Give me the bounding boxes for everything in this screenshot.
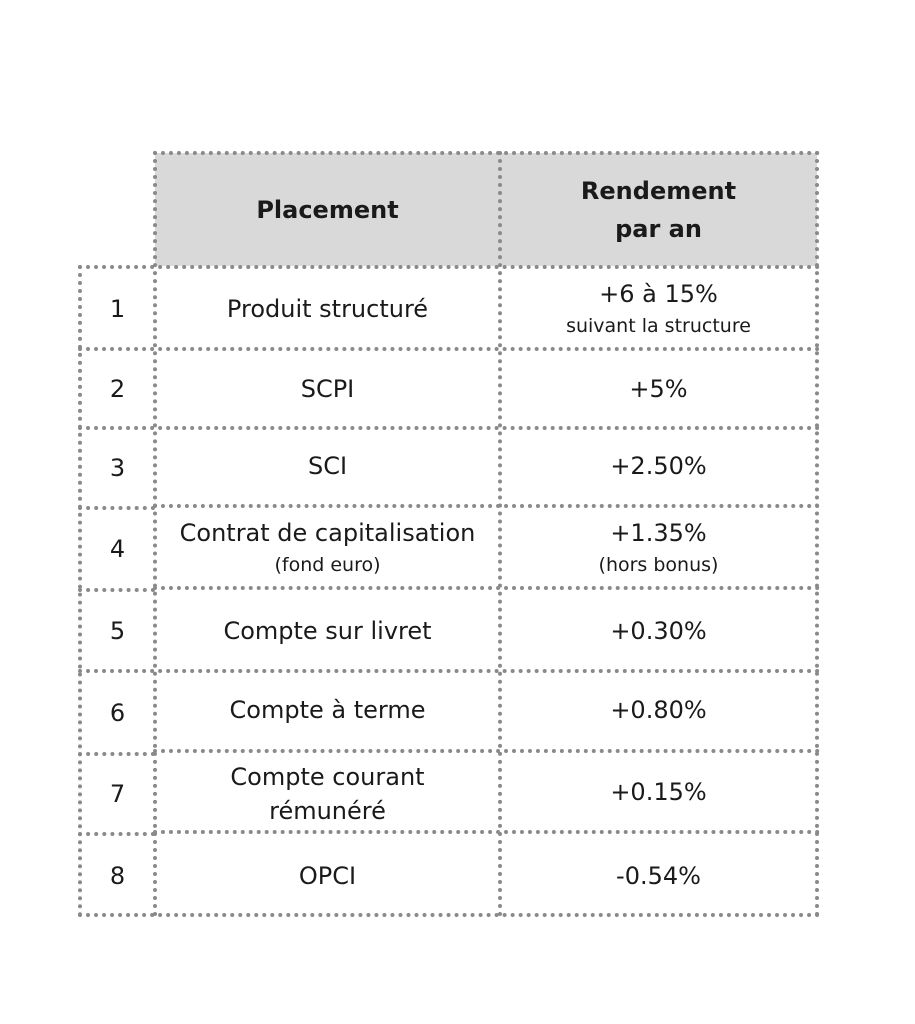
grid-line-col2 <box>498 151 502 917</box>
grid-line-row4-left <box>78 588 155 592</box>
row-5-rendement <box>500 590 817 671</box>
grid-line-row3-left <box>78 506 155 510</box>
placement-text: Compte à terme <box>229 696 426 724</box>
row-number-text: 2 <box>109 374 126 403</box>
rendement-text: -0.54% <box>616 861 701 890</box>
row-8-placement <box>155 834 500 917</box>
grid-line-row6-right <box>153 749 820 753</box>
row-number-text: 3 <box>109 454 126 482</box>
row-number-text: 5 <box>109 616 126 645</box>
rendement-text: +5% <box>629 374 688 403</box>
row-number-text: 6 <box>109 698 126 727</box>
grid-line-bottom <box>78 913 820 917</box>
grid-line-row3-right <box>153 504 820 508</box>
header-placement <box>155 153 500 266</box>
rendement-text: +0.30% <box>610 616 707 645</box>
placement-text-line2: rémunéré <box>269 797 386 825</box>
grid-line-row5 <box>78 669 820 673</box>
row-2-number <box>80 349 155 428</box>
row-6-placement <box>155 671 500 749</box>
grid-line-row1 <box>78 347 820 351</box>
rendement-text: +6 à 15% <box>599 279 718 308</box>
header-placement-label: Placement <box>256 195 399 224</box>
row-1-number <box>80 268 155 349</box>
grid-line-row4-right <box>153 586 820 590</box>
rendement-subtext: suivant la structure <box>566 314 751 337</box>
row-3-placement <box>155 428 500 504</box>
row-number-text: 8 <box>109 861 126 890</box>
rendement-text: +1.35% <box>610 519 707 547</box>
grid-line-col1 <box>153 151 157 917</box>
row-number-text: 4 <box>109 535 126 563</box>
row-6-number <box>80 671 155 754</box>
grid-line-left <box>78 265 82 917</box>
placement-text: Compte sur livret <box>223 616 432 645</box>
row-1-rendement <box>500 268 817 349</box>
grid-line-row6-left <box>78 752 155 756</box>
rendement-subtext: (hors bonus) <box>598 554 719 576</box>
placement-text: Compte courant <box>230 763 425 791</box>
row-number-text: 7 <box>109 780 126 808</box>
row-5-number <box>80 590 155 671</box>
placement-text: Produit structuré <box>226 294 429 323</box>
placement-subtext: (fond euro) <box>274 554 381 576</box>
header-rendement <box>500 153 817 266</box>
row-number-text: 1 <box>109 294 126 323</box>
rendement-text: +0.80% <box>610 696 707 724</box>
grid-line-header-bottom <box>78 265 820 269</box>
row-8-rendement <box>500 834 817 917</box>
placement-text: SCI <box>307 452 348 480</box>
row-5-placement <box>155 590 500 671</box>
grid-line-top <box>153 151 820 155</box>
header-rendement-line1: Rendement <box>580 176 737 205</box>
row-4-rendement <box>500 508 817 588</box>
row-6-rendement <box>500 671 817 749</box>
placement-text: Contrat de capitalisation <box>179 519 476 547</box>
row-7-placement <box>155 754 500 834</box>
grid-line-row2 <box>78 426 820 430</box>
row-1-placement <box>155 268 500 349</box>
rendement-text: +2.50% <box>610 452 707 480</box>
rendement-text: +0.15% <box>610 778 707 806</box>
row-2-placement <box>155 349 500 428</box>
placement-text: SCPI <box>300 374 355 403</box>
row-4-number <box>80 508 155 590</box>
grid-line-row7-right <box>153 830 820 834</box>
row-8-number <box>80 834 155 917</box>
row-3-rendement <box>500 428 817 504</box>
header-rendement-line2: par an <box>615 214 702 243</box>
row-4-placement <box>155 508 500 588</box>
grid-line-right <box>815 151 819 917</box>
row-3-number <box>80 428 155 508</box>
row-7-rendement <box>500 754 817 830</box>
grid-line-row7-left <box>78 832 155 836</box>
row-2-rendement <box>500 349 817 428</box>
row-7-number <box>80 754 155 834</box>
placement-text: OPCI <box>298 861 357 890</box>
